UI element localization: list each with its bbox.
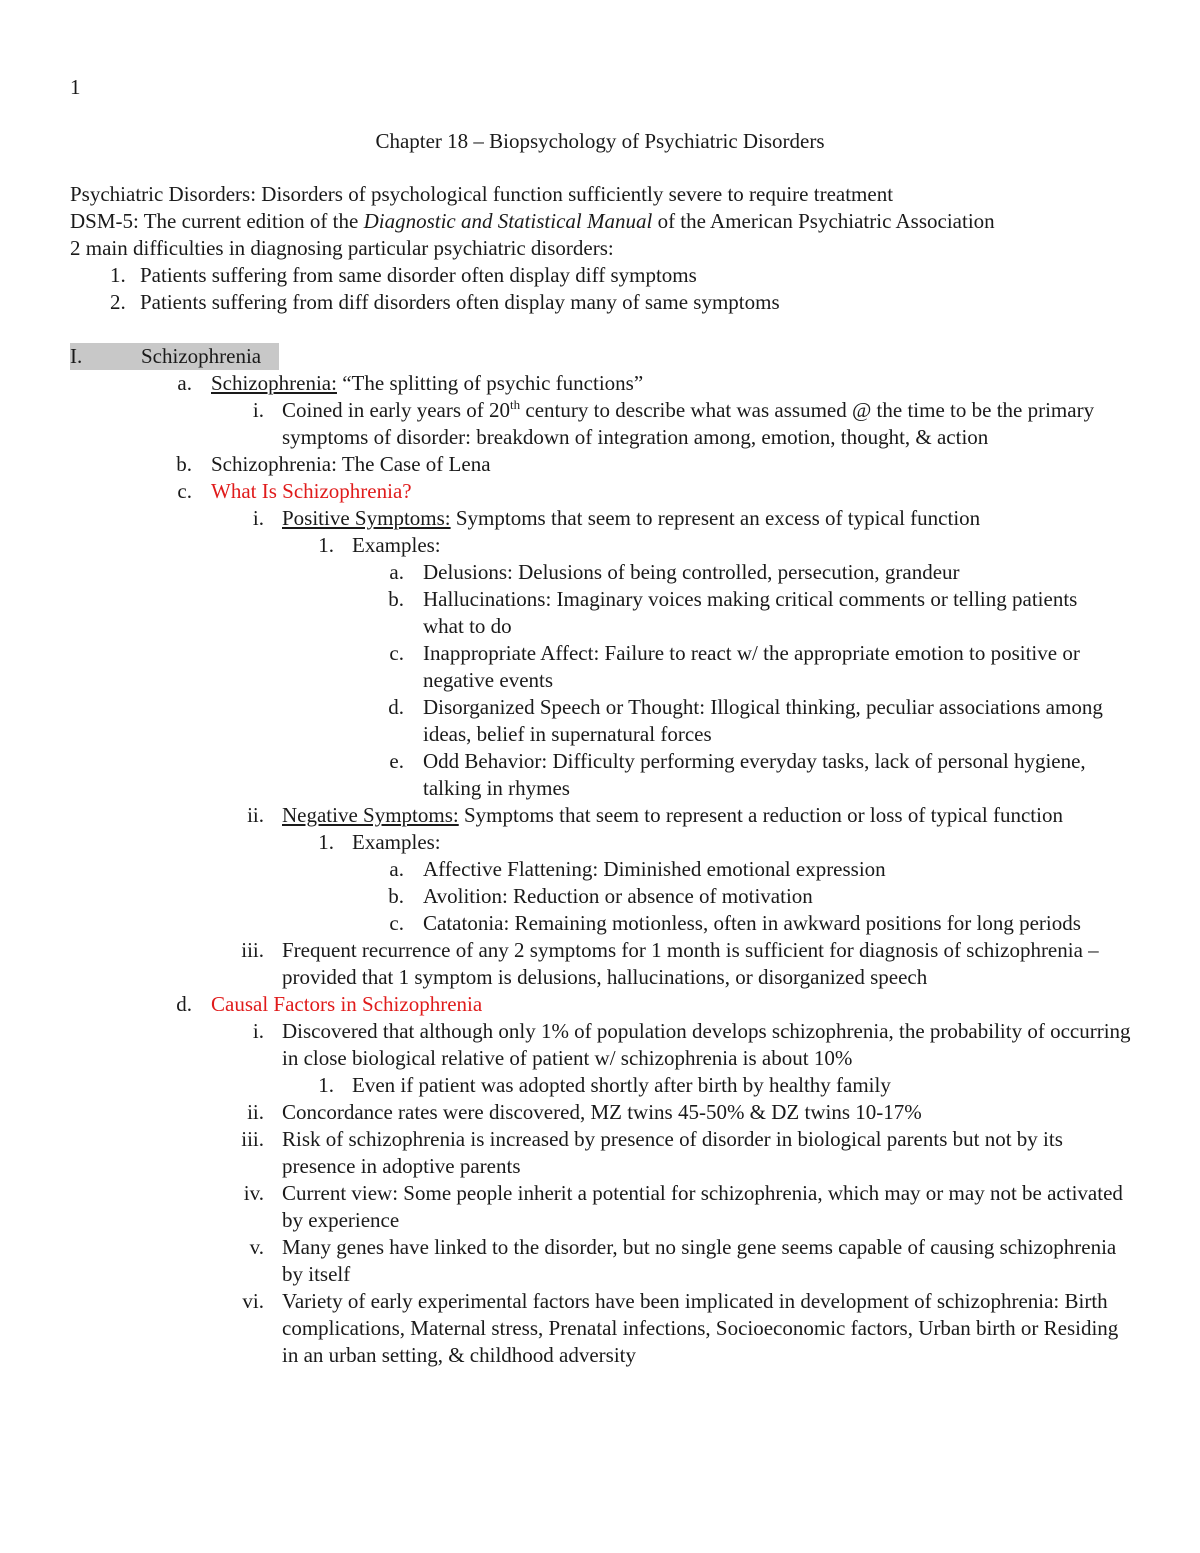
outline-item-c: c. What Is Schizophrenia?	[0, 478, 1200, 505]
section-heading-schizophrenia: I. Schizophrenia	[0, 343, 1200, 370]
list-item: e. Odd Behavior: Difficulty performing everyday tasks, lack of personal hygiene, talking in rhymes	[389, 749, 1086, 800]
dsm-title-italic: Diagnostic and Statistical Manual	[363, 209, 653, 233]
list-item: iv. Current view: Some people inherit a potential for schizophrenia, which may or may not be activated by experience	[243, 1181, 1123, 1232]
list-item: ii. Concordance rates were discovered, MZ twins 45-50% & DZ twins 10-17%	[247, 1100, 922, 1124]
difficulty-item: 2. Patients suffering from diff disorders often display many of same symptoms	[110, 290, 780, 314]
list-item: d. Disorganized Speech or Thought: Illogical thinking, peculiar associations among ideas, belief in supernatural forces	[388, 695, 1103, 746]
list-item: b. Hallucinations: Imaginary voices making critical comments or telling patients what to do	[388, 587, 1078, 638]
examples-label: 1. Examples:	[318, 830, 441, 854]
subheading-what-is-schizophrenia: What Is Schizophrenia?	[211, 479, 412, 503]
list-item: vi. Variety of early experimental factors have been implicated in development of schizophrenia: Birth complications, Maternal stress, Prenatal infections, Socioeconomic factors, Urban birth or Residing in an urban setting, & childhood adversity	[242, 1289, 1119, 1367]
dsm-definition: DSM-5: The current edition of the Diagnostic and Statistical Manual of the American Psychiatric Association	[70, 209, 995, 233]
outline-item-c-iii: iii. Frequent recurrence of any 2 symptoms for 1 month is sufficient for diagnosis of schizophrenia –provided that 1 symptom is delusions, hallucinations, or disorganized speech	[241, 938, 1099, 989]
list-item: i. Discovered that although only 1% of population develops schizophrenia, the probability of occurring in close biological relative of patient w/ schizophrenia is about 10%	[252, 1019, 1131, 1070]
page-number: 1	[70, 75, 81, 99]
list-item: 1. Even if patient was adopted shortly after birth by healthy family	[318, 1073, 891, 1097]
intro-block	[70, 181, 1150, 316]
outline-item-c-i: i. Positive Symptoms: Symptoms that seem to represent an excess of typical function	[252, 506, 981, 530]
list-item: a. Delusions: Delusions of being controlled, persecution, grandeur	[389, 560, 960, 584]
list-item: a. Affective Flattening: Diminished emotional expression	[389, 857, 886, 881]
list-item: v. Many genes have linked to the disorder, but no single gene seems capable of causing schizophrenia by itself	[249, 1235, 1117, 1286]
psychiatric-disorders-definition: Psychiatric Disorders: Disorders of psychological function sufficiently severe to require treatment	[70, 182, 894, 206]
outline-body	[0, 343, 1200, 1369]
outline-item-a: a. Schizophrenia: “The splitting of psychic functions”	[177, 371, 644, 395]
outline-item-c-ii: ii. Negative Symptoms: Symptoms that seem to represent a reduction or loss of typical function	[247, 803, 1063, 827]
difficulty-item: 1. Patients suffering from same disorder often display diff symptoms	[110, 263, 697, 287]
outline-item-b: b. Schizophrenia: The Case of Lena	[176, 452, 491, 476]
page-title: Chapter 18 – Biopsychology of Psychiatric Disorders	[375, 129, 825, 153]
term-positive-symptoms: Positive Symptoms:	[282, 506, 451, 530]
list-item: b. Avolition: Reduction or absence of motivation	[388, 884, 813, 908]
list-item: c. Inappropriate Affect: Failure to react w/ the appropriate emotion to positive or negative events	[389, 641, 1080, 692]
subheading-causal-factors: Causal Factors in Schizophrenia	[211, 992, 483, 1016]
examples-label: 1. Examples:	[318, 533, 441, 557]
term-negative-symptoms: Negative Symptoms:	[282, 803, 459, 827]
term-schizophrenia: Schizophrenia:	[211, 371, 337, 395]
difficulties-line: 2 main difficulties in diagnosing particular psychiatric disorders:	[70, 236, 614, 260]
list-item: c. Catatonia: Remaining motionless, often in awkward positions for long periods	[389, 911, 1081, 935]
outline-item-a-i: i. Coined in early years of 20th century to describe what was assumed @ the time to be the primary symptoms of disorder: breakdown of integration among, emotion, thought, & action	[252, 397, 1095, 449]
list-item: iii. Risk of schizophrenia is increased by presence of disorder in biological parents but not by its presence in adoptive parents	[241, 1127, 1063, 1178]
outline-item-d: d. Causal Factors in Schizophrenia	[0, 991, 1200, 1018]
